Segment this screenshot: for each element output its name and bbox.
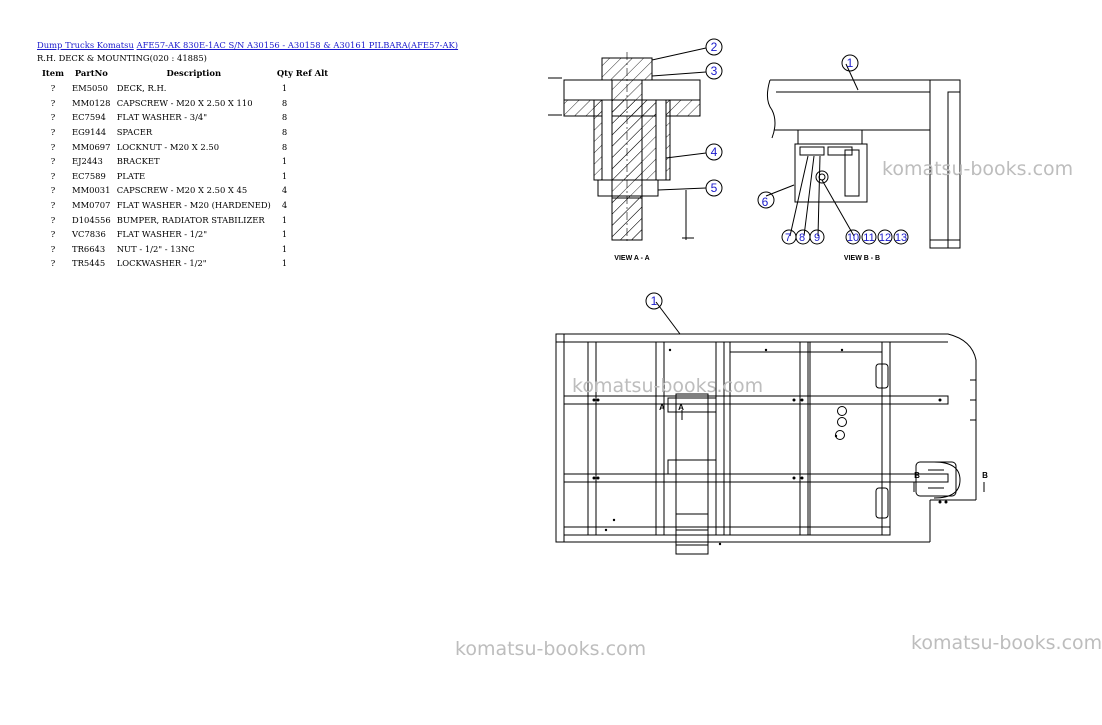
section-mark-b-right: B <box>982 471 988 480</box>
watermark-bottom-right: komatsu-books.com <box>911 632 1102 654</box>
cell-partno: D104556 <box>72 214 111 225</box>
page-subtitle: R.H. DECK & MOUNTING(020 : 41885) <box>37 53 207 63</box>
watermark-bottom: komatsu-books.com <box>455 638 647 660</box>
cell-partno: TR5445 <box>72 258 106 269</box>
header-description: Description <box>166 67 222 78</box>
cell-description: FLAT WASHER - 3/4" <box>116 112 208 123</box>
header-qty-ref-alt: Qty Ref Alt <box>276 67 329 78</box>
section-mark-a-right: A <box>678 403 684 412</box>
cell-description: FLAT WASHER - 1/2" <box>116 229 208 240</box>
cell-item: ? <box>50 258 56 269</box>
cell-item: ? <box>50 229 56 240</box>
callout-1-main: 1 <box>650 294 658 308</box>
cell-partno: EC7594 <box>72 112 106 123</box>
cell-description: BUMPER, RADIATOR STABILIZER <box>116 214 265 225</box>
cell-qty: 1 <box>281 170 288 181</box>
cell-partno: VC7836 <box>72 229 106 240</box>
callout-6: 6 <box>761 195 769 209</box>
cell-qty: 8 <box>281 127 288 138</box>
cell-item: ? <box>50 97 56 108</box>
cell-qty: 1 <box>281 214 288 225</box>
view-a-section <box>548 48 706 244</box>
cell-item: ? <box>50 141 56 152</box>
cell-description: LOCKWASHER - 1/2" <box>116 258 207 269</box>
breadcrumb-link-model[interactable]: AFE57-AK 830E-1AC S/N A30156 - A30158 & A30161 PILBARA(AFE57-AK) <box>136 40 459 50</box>
cell-item: ? <box>50 83 56 94</box>
cell-item: ? <box>50 127 56 138</box>
cell-partno: MM0128 <box>72 97 111 108</box>
view-a-callouts <box>706 39 722 196</box>
cell-item: ? <box>50 214 56 225</box>
cell-description: FLAT WASHER - M20 (HARDENED) <box>116 200 271 211</box>
callout-12: 12 <box>878 232 892 244</box>
view-b-callouts <box>758 55 908 244</box>
cell-item: ? <box>50 243 56 254</box>
cell-partno: TR6643 <box>72 243 106 254</box>
cell-qty: 1 <box>281 156 288 167</box>
cell-qty: 4 <box>281 185 288 196</box>
cell-partno: MM0031 <box>72 185 111 196</box>
view-a-label: VIEW A - A <box>614 255 650 262</box>
cell-description: BRACKET <box>116 156 160 167</box>
cell-qty: 4 <box>281 200 288 211</box>
cell-partno: MM0707 <box>72 200 111 211</box>
breadcrumb-link-dump-trucks[interactable]: Dump Trucks Komatsu <box>37 40 134 50</box>
callout-8: 8 <box>798 232 806 244</box>
cell-item: ? <box>50 170 56 181</box>
callout-10: 10 <box>846 232 860 244</box>
cell-partno: EJ2443 <box>72 156 103 167</box>
header-item: Item <box>42 67 64 78</box>
cell-description: LOCKNUT - M20 X 2.50 <box>116 141 220 152</box>
callout-3: 3 <box>710 64 718 78</box>
cell-qty: 1 <box>281 83 288 94</box>
cell-item: ? <box>50 112 56 123</box>
callout-4: 4 <box>710 145 718 159</box>
cell-description: SPACER <box>116 127 153 138</box>
cell-qty: 8 <box>281 141 288 152</box>
cell-description: CAPSCREW - M20 X 2.50 X 110 <box>116 97 253 108</box>
callout-7: 7 <box>784 232 792 244</box>
cell-item: ? <box>50 200 56 211</box>
cell-item: ? <box>50 185 56 196</box>
cell-qty: 8 <box>281 97 288 108</box>
cell-partno: EG9144 <box>72 127 107 138</box>
callout-1-view-b: 1 <box>846 56 854 70</box>
view-b-label: VIEW B - B <box>843 255 881 262</box>
view-b-section <box>766 64 960 248</box>
cell-qty: 1 <box>281 243 288 254</box>
cell-description: NUT - 1/2" - 13NC <box>116 243 195 254</box>
deck-plan-view <box>556 302 984 554</box>
watermark-top-right: komatsu-books.com <box>882 158 1074 180</box>
watermark-center: komatsu-books.com <box>572 375 764 397</box>
callout-5: 5 <box>710 181 718 195</box>
section-mark-a-left: A <box>659 403 665 412</box>
cell-description: DECK, R.H. <box>116 83 167 94</box>
callout-2: 2 <box>710 40 718 54</box>
cell-partno: EM5050 <box>72 83 109 94</box>
cell-item: ? <box>50 156 56 167</box>
cell-qty: 1 <box>281 229 288 240</box>
cell-description: CAPSCREW - M20 X 2.50 X 45 <box>116 185 248 196</box>
cell-description: PLATE <box>116 170 146 181</box>
callout-9: 9 <box>813 232 821 244</box>
cell-qty: 8 <box>281 112 288 123</box>
callout-13: 13 <box>894 232 908 244</box>
cell-qty: 1 <box>281 258 288 269</box>
header-partno: PartNo <box>74 67 108 78</box>
callout-11: 11 <box>863 232 875 244</box>
cell-partno: MM0697 <box>72 141 111 152</box>
cell-partno: EC7589 <box>72 170 106 181</box>
section-mark-b-left: B <box>914 471 920 480</box>
